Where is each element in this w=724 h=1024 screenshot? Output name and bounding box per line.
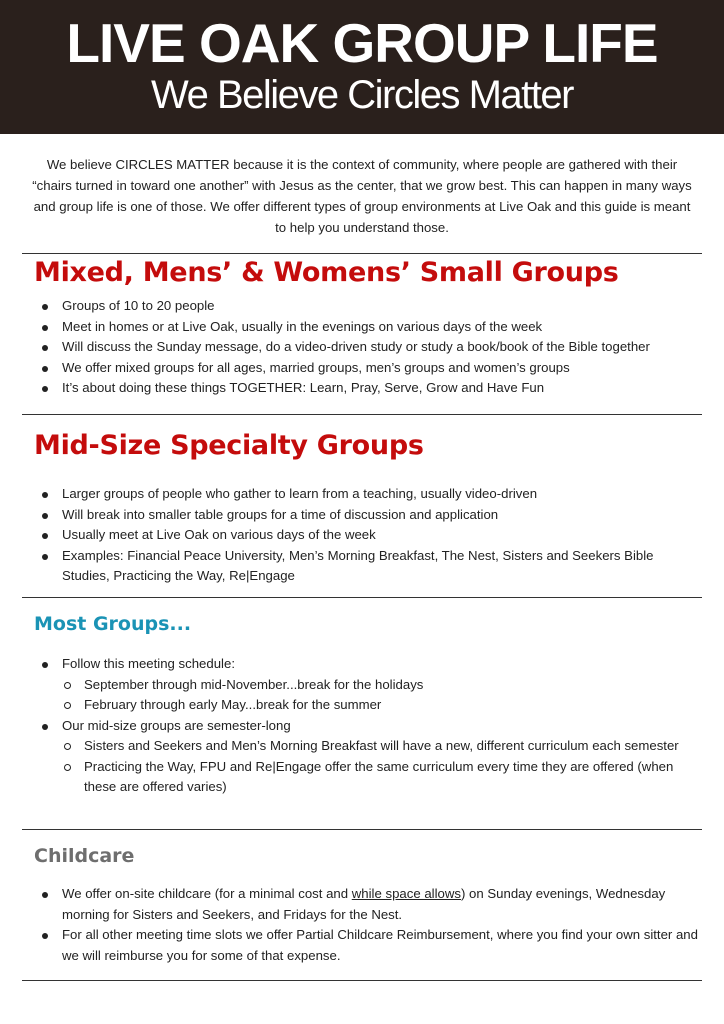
sub-list-item: September through mid-November...break for the holidays — [40, 675, 700, 696]
list-item: For all other meeting time slots we offer Partial Childcare Reimbursement, where you find your own sitter and we will reimburse you for some of that expense. — [40, 925, 700, 966]
list-item: Larger groups of people who gather to learn from a teaching, usually video-driven — [40, 484, 700, 505]
page-title: LIVE OAK GROUP LIFE — [66, 12, 658, 74]
section-divider — [22, 597, 702, 598]
small-groups-list — [40, 296, 700, 399]
section-divider — [22, 253, 702, 254]
list-item: Follow this meeting schedule: — [40, 654, 700, 675]
childcare-text: We offer on-site childcare (for a minimal cost and — [62, 886, 352, 901]
most-groups-heading: Most Groups... — [34, 613, 192, 635]
list-item: It’s about doing these things TOGETHER: Learn, Pray, Serve, Grow and Have Fun — [40, 378, 700, 399]
list-item: Usually meet at Live Oak on various days of the week — [40, 525, 700, 546]
list-item — [40, 884, 700, 925]
header-banner — [0, 0, 724, 134]
list-item: Examples: Financial Peace University, Men’s Morning Breakfast, The Nest, Sisters and Seekers Bible Studies, Practicing the Way, Re|Engage — [40, 546, 700, 587]
page-subtitle: We Believe Circles Matter — [151, 73, 573, 117]
midsize-groups-heading: Mid-Size Specialty Groups — [34, 430, 424, 461]
space-allows-text: while space allows — [351, 886, 461, 901]
childcare-heading: Childcare — [34, 845, 135, 867]
most-groups-list — [40, 654, 700, 798]
sub-list-item: Sisters and Seekers and Men’s Morning Breakfast will have a new, different curriculum each semester — [40, 736, 700, 757]
sub-list-item: Practicing the Way, FPU and Re|Engage offer the same curriculum every time they are offered (when these are offered varies) — [40, 757, 700, 798]
list-item: Will break into smaller table groups for a time of discussion and application — [40, 505, 700, 526]
childcare-text: ) on Sunday evenings, Wednesday morning for Sisters and Seekers, and Fridays for the Nest. — [62, 886, 666, 922]
list-item: Our mid-size groups are semester-long — [40, 716, 700, 737]
midsize-groups-list — [40, 484, 700, 587]
small-groups-heading: Mixed, Mens’ & Womens’ Small Groups — [34, 257, 619, 288]
section-divider — [22, 829, 702, 830]
childcare-list — [40, 884, 700, 966]
list-item: Will discuss the Sunday message, do a video-driven study or study a book/book of the Bible together — [40, 337, 700, 358]
section-divider — [22, 980, 702, 981]
list-item: Meet in homes or at Live Oak, usually in the evenings on various days of the week — [40, 317, 700, 338]
list-item: We offer mixed groups for all ages, married groups, men’s groups and women’s groups — [40, 358, 700, 379]
list-item: Groups of 10 to 20 people — [40, 296, 700, 317]
section-divider — [22, 414, 702, 415]
intro-paragraph: We believe CIRCLES MATTER because it is the context of community, where people are gathered with their “chairs turned in toward one another” with Jesus as the center, that we grow best. This can happen in many ways and group life is one of those. We offer different types of group environments at Live Oak and this guide is meant to help you understand those. — [32, 157, 692, 235]
sub-list-item: February through early May...break for the summer — [40, 695, 700, 716]
